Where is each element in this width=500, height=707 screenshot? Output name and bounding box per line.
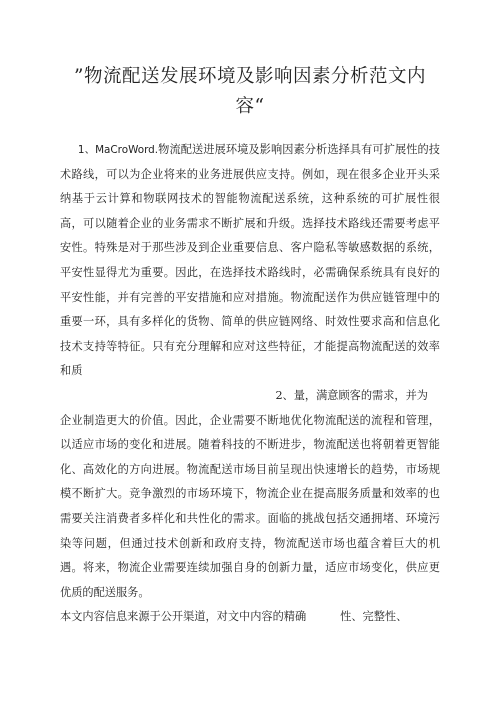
source-disclaimer (60, 605, 440, 630)
title-line-2: 容“ (235, 96, 265, 117)
paragraph-2: 企业制造更大的价值。因此，企业需要不断地优化物流配送的流程和管理，以适应市场的变化和进展。随着科技的不断进步，物流配送也将朝着更智能化、高效化的方向进展。物流配送市场目前呈现出快速增长的趋势，市场规模不断扩大。竞争激烈的市场环境下，物流企业在提高服务质量和效率的也需要关注消费者多样化和共性化的需求。面临的挑战包括交通拥堵、环境污染等问题，但通过技术创新和政府支持，物流配送市场也蕴含着巨大的机遇。将来，物流企业需要连续加强自身的创新力量，适应市场变化，供应更优质的配送服务。 (60, 413, 440, 599)
title-line-1: ”物流配送发展环境及影响因素分析范文内 (74, 66, 426, 87)
paragraph-1-prefix: 1、MaCroWord. (77, 144, 159, 156)
document-title (60, 62, 440, 122)
disclaimer-part-1: 本文内容信息来源于公开渠道，对文中内容的精确 (60, 610, 307, 624)
disclaimer-part-2: 性、完整性、 (340, 610, 408, 624)
paragraph-1-text: 物流配送进展环境及影响因素分析选择具有可扩展性的技术路线，可以为企业将来的业务进展供应支持。例如，现在很多企业开头采纳基于云计算和物联网技术的智能物流配送系统，这种系统的可扩展性很高，可以随着企业的业务需求不断扩展和升级。选择技术路线还需要考虑平安性。特殊是对于那些涉及到企业重要信息、客户隐私等敏感数据的系统，平安性显得尤为重要。因此，在选择技术路线时，必需确保系统具有良好的平安性能，并有完善的平安措施和应对措施。物流配送作为供应链管理中的重要一环，具有多样化的货物、简单的供应链网络、时效性要求高和信息化技术支持等特征。只有充分理解和应对这些特征，才能提高物流配送的效率和质 (60, 143, 440, 378)
paragraph-2-heading: 2、量，满意顾客的需求，并为 (275, 388, 428, 402)
document-body (60, 138, 440, 630)
paragraph-1 (60, 138, 440, 384)
